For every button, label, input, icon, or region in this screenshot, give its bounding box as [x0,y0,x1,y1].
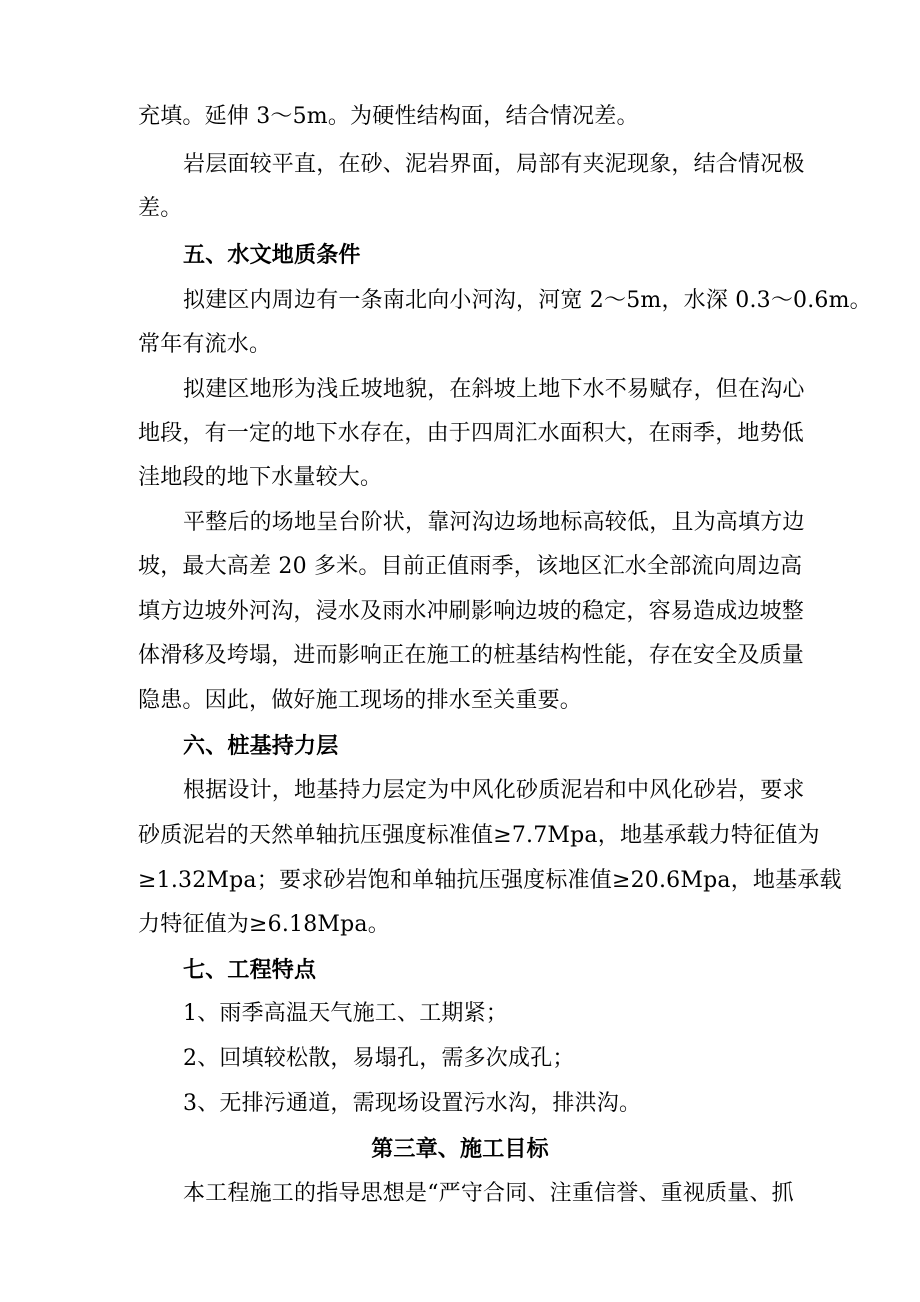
paragraph-line: 充填。延伸 3～5m。为硬性结构面，结合情况差。 [138,104,639,129]
section-heading-pile-bearing-layer: 六、桩基持力层 [183,733,339,759]
paragraph-line: 砂质泥岩的天然单轴抗压强度标准值≥7.7Mpa，地基承载力特征值为 [138,823,820,848]
section-heading-hydrogeology: 五、水文地质条件 [183,242,361,268]
paragraph-line: 拟建区内周边有一条南北向小河沟，河宽 2～5m，水深 0.3～0.6m。 [183,288,872,313]
paragraph-line: 拟建区地形为浅丘坡地貌，在斜坡上地下水不易赋存，但在沟心 [183,377,805,402]
paragraph-line: 隐患。因此，做好施工现场的排水至关重要。 [138,688,583,713]
paragraph-line: 差。 [138,196,183,221]
paragraph-line: 洼地段的地下水量较大。 [138,465,383,490]
chapter-heading: 第三章、施工目标 [371,1136,549,1162]
paragraph-line: ≥1.32Mpa；要求砂岩饱和单轴抗压强度标准值≥20.6Mpa，地基承载 [138,868,842,893]
paragraph-line: 岩层面较平直，在砂、泥岩界面，局部有夹泥现象，结合情况极 [183,152,805,177]
paragraph-line: 常年有流水。 [138,332,272,357]
paragraph-line: 平整后的场地呈台阶状，靠河沟边场地标高较低，且为高填方边 [183,510,805,535]
paragraph-line: 坡，最大高差 20 多米。目前正值雨季，该地区汇水全部流向周边高 [138,554,803,579]
list-item: 2、回填较松散，易塌孔，需多次成孔； [183,1046,575,1071]
list-item: 3、无排污通道，需现场设置污水沟，排洪沟。 [183,1091,642,1116]
paragraph-line: 填方边坡外河沟，浸水及雨水冲刷影响边坡的稳定，容易造成边坡整 [138,599,805,624]
paragraph-line: 体滑移及垮塌，进而影响正在施工的桩基结构性能，存在安全及质量 [138,643,805,668]
section-heading-project-features: 七、工程特点 [183,957,317,983]
paragraph-line: 力特征值为≥6.18Mpa。 [138,912,390,937]
paragraph-line: 本工程施工的指导思想是“严守合同、注重信誉、重视质量、抓 [183,1181,794,1206]
paragraph-line: 根据设计，地基持力层定为中风化砂质泥岩和中风化砂岩，要求 [183,778,805,803]
list-item: 1、雨季高温天气施工、工期紧； [183,1001,508,1026]
paragraph-line: 地段，有一定的地下水存在，由于四周汇水面积大，在雨季，地势低 [138,421,805,446]
